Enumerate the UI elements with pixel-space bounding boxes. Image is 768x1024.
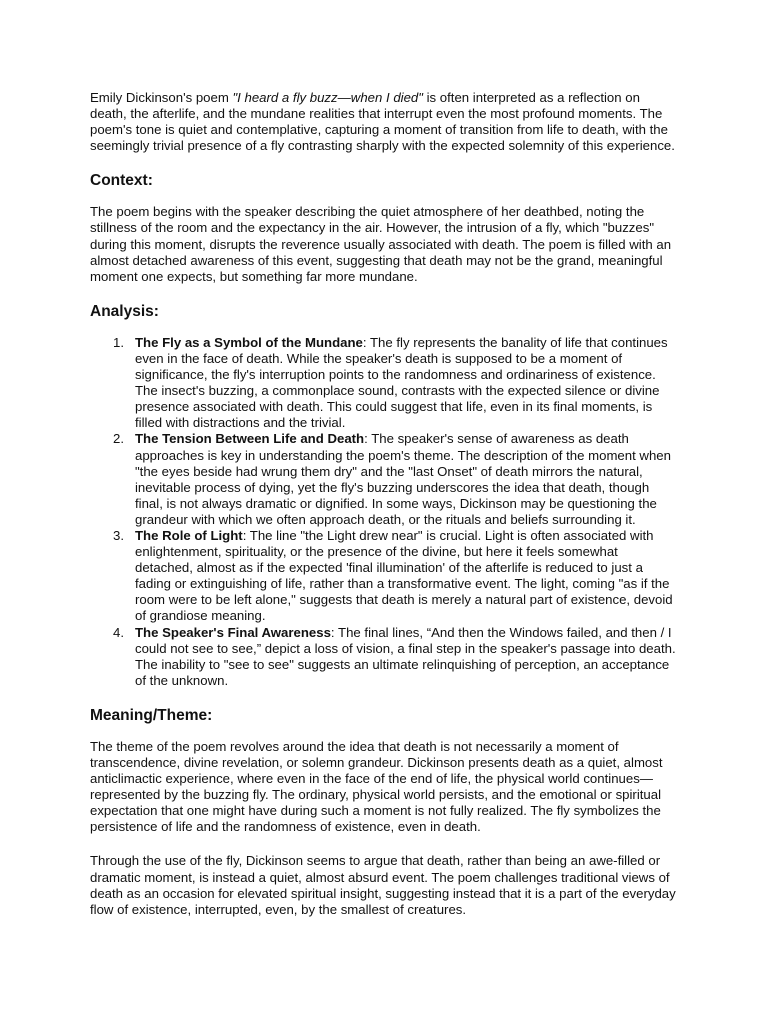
analysis-list xyxy=(90,335,678,689)
list-item-title: The Role of Light xyxy=(135,527,243,543)
meaning-paragraph-1: The theme of the poem revolves around the idea that death is not necessarily a moment of transcendence, divine revelation, or solemn grandeur. Dickinson presents death as a quiet, almost anticlimactic experience, where even in the face of the end of life, the physical world continues—represented by the buzzing fly. The ordinary, physical world persists, and the emotional or spiritual expectation that one might have during such a moment is not fully realized. The fly symbolizes the persistence of life and the randomness of existence, even in death. xyxy=(90,738,663,835)
list-item-title: The Speaker's Final Awareness xyxy=(135,624,331,640)
meaning-paragraph-2: Through the use of the fly, Dickinson seems to argue that death, rather than being an awe-filled or dramatic moment, is instead a quiet, almost absurd event. The poem challenges traditional views of death as an occasion for elevated spiritual insight, suggesting instead that it is a part of the everyday flow of existence, interrupted, even, by the smallest of creatures. xyxy=(90,853,676,917)
list-item-text: : The line "the Light drew near" is crucial. Light is often associated with enlightenment, spirituality, or the presence of the divine, but here it feels somewhat detached, almost as if the expected 'final illumination' of the afterlife is reduced to just a fading or extinguishing of life, rather than a transformative event. The light, coming "as if the room were to be left alone," suggests that death is merely a natural part of existence, devoid of grandiose meaning. xyxy=(135,527,673,624)
intro-paragraph xyxy=(90,90,678,154)
analysis-heading: Analysis: xyxy=(90,302,159,320)
list-number: 1. xyxy=(113,334,124,350)
meaning-heading: Meaning/Theme: xyxy=(90,706,213,724)
list-item xyxy=(90,528,678,625)
list-item xyxy=(90,431,678,528)
list-item-title: The Tension Between Life and Death xyxy=(135,431,365,447)
list-item-text: : The speaker's sense of awareness as death approaches is key in understanding the poem's theme. The description of the moment when "the eyes beside had wrung them dry" and the "last Onset" of death mirrors the natural, inevitable process of dying, yet the fly's buzzing underscores the idea that death, though final, is not always dramatic or dignified. In some ways, Dickinson may be questioning the grandeur with which we often approach death, or the rituals and beliefs surrounding it. xyxy=(135,431,671,527)
context-heading: Context: xyxy=(90,172,153,190)
context-paragraph: The poem begins with the speaker describing the quiet atmosphere of her deathbed, noting the stillness of the room and the expectancy in the air. However, the intrusion of a fly, which "buzzes" during this moment, disrupts the reverence usually associated with death. The poem is filled with an almost detached awareness of this event, suggesting that death may not be the grand, meaningful moment one expects, but something far more mundane. xyxy=(90,204,672,284)
list-number: 3. xyxy=(113,527,124,543)
list-item-text: : The fly represents the banality of life that continues even in the face of death. While the speaker's death is supposed to be a moment of significance, the fly's interruption points to the randomness and ordinariness of existence. The insect's buzzing, a commonplace sound, contrasts with the expected silence or divine presence associated with death. This could suggest that life, even in its final moments, is filled with distractions and the trivial. xyxy=(135,334,668,431)
intro-rest: is often interpreted as a reflection on death, the afterlife, and the mundane realities that interrupt even the most profound moments. The poem's tone is quiet and contemplative, capturing a moment of transition from life to death, with the seemingly trivial presence of a fly contrasting sharply with the expected solemnity of this experience. xyxy=(90,90,675,154)
list-number: 2. xyxy=(113,431,124,447)
poem-title: "I heard a fly buzz—when I died" xyxy=(232,90,423,105)
list-number: 4. xyxy=(113,624,124,640)
list-item-text: : The final lines, “And then the Windows failed, and then / I could not see to see,” depict a loss of vision, a final step in the speaker's passage into death. The inability to "see to see" suggests an ultimate relinquishing of perception, an acceptance of the unknown. xyxy=(135,624,676,688)
list-item-title: The Fly as a Symbol of the Mundane xyxy=(135,334,363,350)
list-item xyxy=(90,335,678,432)
intro-lead: Emily Dickinson's poem xyxy=(90,90,233,105)
list-item xyxy=(90,625,678,689)
